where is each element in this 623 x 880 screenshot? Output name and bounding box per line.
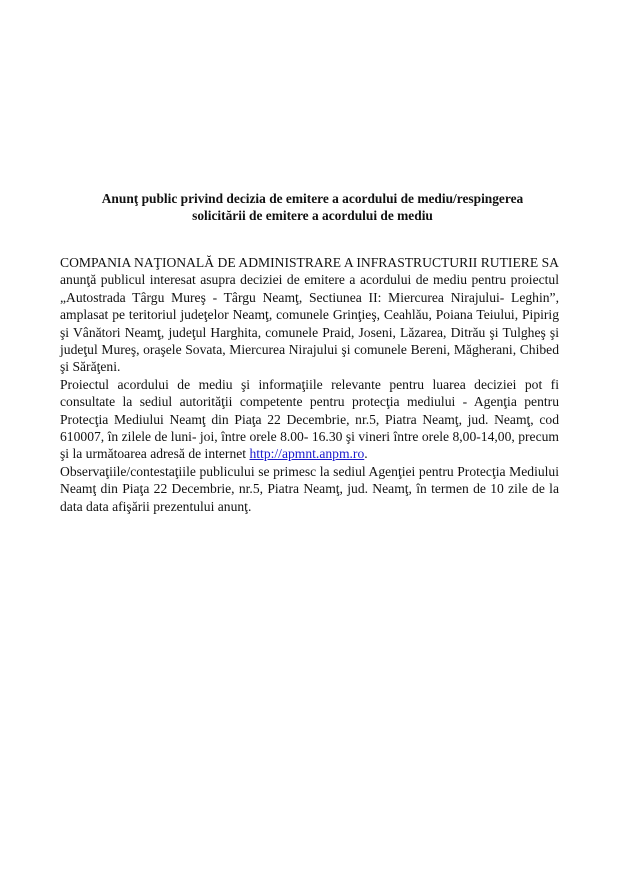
document-title-line2: solicitării de emitere a acordului de mediu	[192, 208, 433, 223]
document-title	[60, 190, 565, 224]
paragraph-announcement: COMPANIA NAŢIONALĂ DE ADMINISTRARE A INFRASTRUCTURII RUTIERE SA anunţă publicul interesat asupra deciziei de emitere a acordului de mediu pentru proiectul „Autostrada Târgu Mureş - Târgu Neamţ, Sectiunea II: Miercurea Nirajului- Leghin”, amplasat pe teritoriul judeţelor Neamţ, comunele Grinţieş, Ceahlău, Poiana Teiului, Pipirig şi Vânători Neamţ, judeţul Harghita, comunele Praid, Joseni, Lăzarea, Ditrău şi Tulgheş şi judeţul Mureş, oraşele Sovata, Miercurea Nirajului şi comunele Bereni, Măgherani, Chibed şi Sărăţeni.	[60, 255, 559, 375]
paragraph-consultation-end: .	[364, 446, 368, 462]
document-body	[60, 254, 559, 515]
paragraph-consultation	[60, 376, 559, 463]
paragraph-observations: Observaţiile/contestaţiile publicului se primesc la sediul Agenţiei pentru Protecţia Mediului Neamţ din Piaţa 22 Decembrie, nr.5, Piatra Neamţ, jud. Neamţ, în termen de 10 zile de la data data afişării prezentului anunţ.	[60, 463, 559, 514]
apm-website-link[interactable]: http://apmnt.anpm.ro	[249, 446, 365, 462]
document-title-line1: Anunţ public privind decizia de emitere a acordului de mediu/respingerea	[101, 191, 524, 206]
paragraph-consultation-text: Proiectul acordului de mediu şi informaţiile relevante pentru luarea deciziei pot fi consultate la sediul autorităţii competente pentru protecţia mediului - Agenţia pentru Protecţia Mediului Neamţ din Piaţa 22 Decembrie, nr.5, Piatra Neamţ, jud. Neamţ, cod 610007, în zilele de luni- joi, între orele 8.00- 16.30 şi vineri între orele 8,00-14,00, precum şi la următoarea adresă de internet	[60, 376, 559, 462]
